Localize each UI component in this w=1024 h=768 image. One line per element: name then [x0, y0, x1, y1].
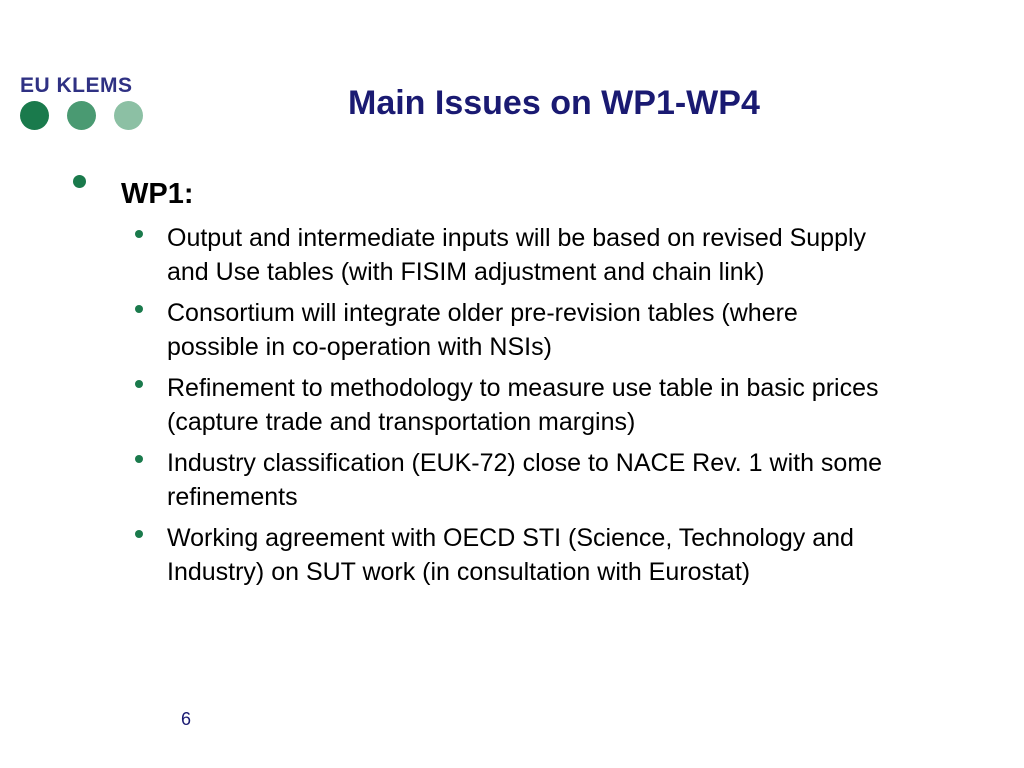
logo-dot-medium	[67, 101, 96, 130]
sub-bullet-dot	[135, 380, 143, 388]
list-item	[0, 221, 1024, 296]
list-item-line: possible in co-operation with NSIs)	[167, 333, 552, 361]
list-item-line: Refinement to methodology to measure use table in basic prices	[167, 374, 879, 402]
sub-bullet-dot	[135, 230, 143, 238]
list-item-line: Working agreement with OECD STI (Science, Technology and	[167, 524, 854, 552]
list-item-text	[167, 521, 997, 589]
sub-bullet-dot	[135, 455, 143, 463]
list-item	[0, 371, 1024, 446]
slide-title: Main Issues on WP1-WP4	[348, 84, 760, 122]
list-item-text	[167, 446, 997, 514]
logo-dot-dark	[20, 101, 49, 130]
bullet-dot	[73, 175, 86, 188]
list-item-line: Industry classification (EUK-72) close to NACE Rev. 1 with some	[167, 449, 883, 477]
list-item-line: Industry) on SUT work (in consultation with Eurostat)	[167, 558, 751, 586]
list-item-text	[167, 296, 997, 364]
list-item-text	[167, 221, 997, 289]
list-item-line: Output and intermediate inputs will be based on revised Supply	[167, 224, 867, 252]
section-heading: WP1:	[121, 178, 194, 210]
sub-bullet-list	[0, 221, 1024, 596]
page-number: 6	[181, 709, 192, 729]
eu-klems-logo	[18, 74, 148, 134]
list-item-line: refinements	[167, 483, 298, 511]
list-item	[0, 521, 1024, 596]
list-item-line: and Use tables (with FISIM adjustment and chain link)	[167, 258, 765, 286]
sub-bullet-dot	[135, 530, 143, 538]
list-item	[0, 446, 1024, 521]
list-item	[0, 296, 1024, 371]
logo-dot-light	[114, 101, 143, 130]
heading-bullet-item	[0, 172, 1024, 216]
logo-text: EU KLEMS	[20, 74, 133, 97]
sub-bullet-dot	[135, 305, 143, 313]
list-item-text	[167, 371, 997, 439]
list-item-line: Consortium will integrate older pre-revision tables (where	[167, 299, 798, 327]
list-item-line: (capture trade and transportation margins)	[167, 408, 636, 436]
